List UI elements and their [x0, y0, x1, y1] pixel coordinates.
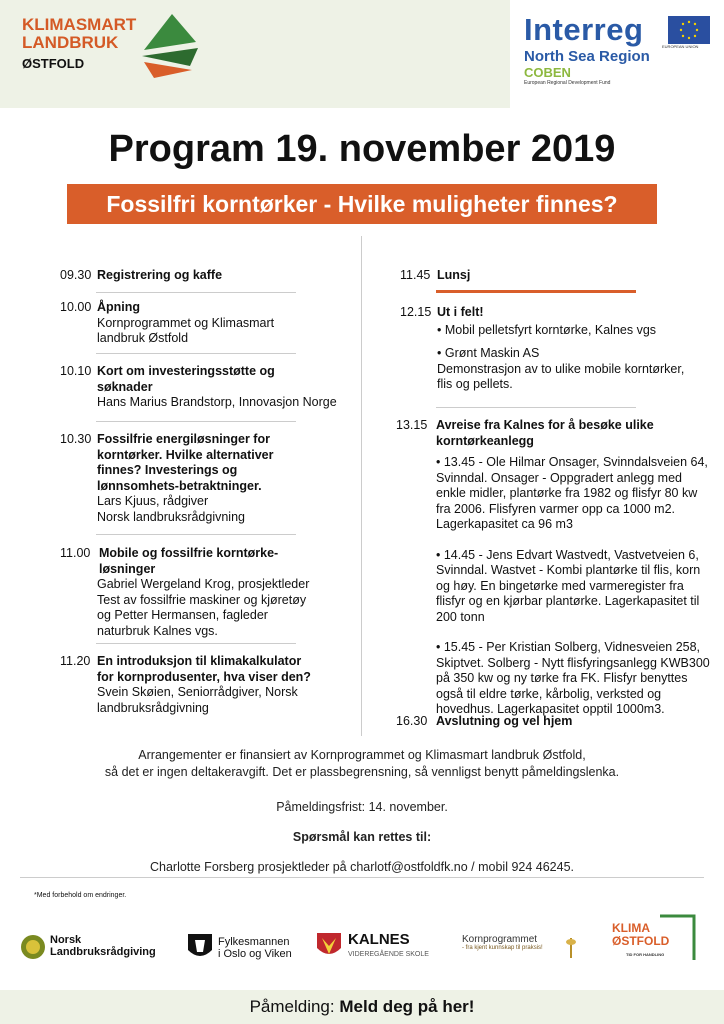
- item-heading: Kort om investeringsstøtte og søknader: [97, 364, 275, 394]
- kalnes-title: KALNES: [348, 931, 410, 948]
- subtitle-banner: Fossilfri korntørker - Hvilke muligheter finnes?: [67, 184, 657, 224]
- fylkesmannen-logo: [186, 932, 306, 962]
- item-bullet: • Grønt Maskin AS Demonstrasjon av to ulike mobile korntørker, flis og pellets.: [437, 346, 685, 391]
- ko-line2: ØSTFOLD: [612, 934, 670, 948]
- item-line: Lars Kjuus, rådgiver: [97, 494, 209, 508]
- page-title: Program 19. november 2019: [108, 128, 616, 170]
- item-heading: Fossilfrie energiløsninger for korntørker. Hvilke alternativer finnes? Investerings og lønnsomhets-betraktninger.: [97, 432, 274, 493]
- klimasmart-line3: ØSTFOLD: [22, 56, 85, 71]
- item-line: naturbruk Kalnes vgs.: [97, 623, 218, 638]
- item-heading: Ut i felt!: [437, 305, 484, 319]
- wheat-icon: [558, 934, 584, 960]
- item-bullet: • 13.45 - Ole Hilmar Onsager, Svinndalsveien 64, Svinndal. Onsager - Oppgradert anlegg med enkle midler, plantørke fra 1982 og flisfyr 80 kw fra 2006. Flisfyren varmer opp ca 1000 m2. Lagerkapasitet ca 96 m3: [436, 455, 708, 531]
- signup-bar: [0, 990, 724, 1024]
- signup-label: Påmelding:: [249, 997, 335, 1016]
- ko-line1: KLIMA: [612, 921, 650, 935]
- item-time: 09.30: [60, 268, 92, 282]
- lion-shield-icon: [186, 932, 214, 962]
- divider: [96, 643, 296, 644]
- item-time: 10.00: [60, 300, 92, 314]
- interreg-project: COBEN: [524, 65, 571, 80]
- divider: [96, 421, 296, 422]
- signup-deadline: Påmeldingsfrist: 14. november.: [276, 800, 448, 814]
- lunch-divider: [436, 290, 636, 293]
- column-divider: [361, 236, 362, 736]
- item-line: landbruk Østfold: [97, 331, 189, 345]
- korn-title: Kornprogrammet: [462, 934, 538, 945]
- finance-line-1: Arrangementer er finansiert av Kornprogrammet og Klimasmart landbruk Østfold,: [138, 748, 586, 762]
- divider: [96, 292, 296, 293]
- item-heading: Avreise fra Kalnes for å besøke ulike korntørkeanlegg: [436, 418, 654, 448]
- klimasmart-line1: KLIMASMART: [22, 15, 137, 34]
- item-line: landbruksrådgivning: [97, 700, 209, 715]
- disclaimer-note: *Med forbehold om endringer.: [34, 892, 127, 899]
- klima-ostfold-logo: [610, 912, 700, 972]
- eu-label: EUROPEAN UNION: [662, 44, 699, 49]
- item-heading: Åpning: [97, 300, 141, 314]
- fm-line2: i Oslo og Viken: [218, 948, 292, 960]
- interreg-region: North Sea Region: [524, 48, 650, 65]
- item-time: 10.10: [60, 364, 92, 378]
- item-line: Norsk landbruksrådgivning: [97, 509, 245, 524]
- korn-tagline: - fra kjent kunnskap til praksis!: [462, 945, 543, 951]
- interreg-fund: European Regional Development Fund: [524, 80, 611, 86]
- klimasmart-line2: LANDBRUK: [22, 33, 119, 52]
- signup-link[interactable]: Meld deg på her!: [339, 997, 475, 1016]
- kalnes-subtitle: VIDEREGÅENDE SKOLE: [348, 951, 429, 958]
- item-time: 11.20: [60, 654, 91, 668]
- kalnes-logo: [316, 932, 456, 962]
- kornprogrammet-logo: [462, 934, 592, 962]
- interreg-title: Interreg: [524, 12, 644, 47]
- footer-divider: [20, 877, 704, 878]
- item-bullet: • Mobil pelletsfyrt korntørke, Kalnes vgs: [437, 322, 657, 337]
- county-shield-icon: [316, 932, 342, 960]
- nlr-line1: Norsk: [50, 934, 82, 946]
- item-heading: Avslutning og vel hjem: [436, 714, 573, 728]
- item-line: Hans Marius Brandstorp, Innovasjon Norge: [97, 395, 337, 409]
- item-heading: En introduksjon til klimakalkulator for kornprodusenter, hva viser den?: [97, 654, 311, 684]
- item-time: 12.15: [400, 305, 432, 319]
- fm-line1: Fylkesmannen: [218, 936, 290, 948]
- klimasmart-logo: [22, 16, 197, 86]
- eu-flag-icon: [668, 16, 710, 44]
- item-bullet: • 15.45 - Per Kristian Solberg, Vidnesveien 258, Skiptvet. Solberg - Nytt flisfyringsanlegg KWB300 på 350 kw og ny tørke fra FK. Flisfyr benyttes også til eldre tørke, kårbolig, verksted og hovedhus. Lagerkapasitet opptil 1000m3.: [436, 640, 710, 716]
- questions-heading: Spørsmål kan rettes til:: [292, 830, 432, 844]
- item-line: og Petter Hermansen, fagleder: [97, 608, 268, 622]
- contact-line: Charlotte Forsberg prosjektleder på charlotf@ostfoldfk.no / mobil 924 46245.: [149, 860, 575, 874]
- item-line: Gabriel Wergeland Krog, prosjektleder: [97, 577, 310, 591]
- grain-icon: [20, 934, 46, 960]
- divider: [96, 353, 296, 354]
- ko-tagline: TID FOR HANDLING: [626, 952, 665, 957]
- item-time: 10.30: [60, 432, 92, 446]
- item-time: 16.30: [396, 714, 428, 728]
- item-line: Kornprogrammet og Klimasmart: [97, 315, 275, 330]
- item-time: 13.15: [396, 418, 428, 432]
- item-heading: Registrering og kaffe: [97, 268, 223, 282]
- nlr-line2: Landbruksrådgiving: [50, 946, 156, 958]
- item-time: 11.00: [60, 546, 91, 560]
- item-time: 11.45: [400, 268, 431, 282]
- divider: [436, 407, 636, 408]
- item-line: Svein Skøien, Seniorrådgiver, Norsk: [97, 685, 298, 699]
- field-icon: [134, 12, 214, 82]
- item-bullet: • 14.45 - Jens Edvart Wastvedt, Vastvetveien 6, Svinndal. Wastvet - Kombi plantørke til flis, korn og høy. En bingetørke med varmeregister fra flisfyr og en kjørbar plantørke. Lagerkapasitet til 200 tonn: [436, 547, 701, 624]
- finance-line-2: så det er ingen deltakeravgift. Det er plassbegrensning, så vennligst benytt påmeldingslenka.: [104, 765, 620, 779]
- item-heading: Lunsj: [437, 268, 471, 282]
- nlr-logo: [20, 932, 170, 962]
- divider: [96, 534, 296, 535]
- item-line: Test av fossilfrie maskiner og kjøretøy: [97, 592, 307, 607]
- item-heading: Mobile og fossilfrie korntørke-løsninger: [99, 546, 279, 576]
